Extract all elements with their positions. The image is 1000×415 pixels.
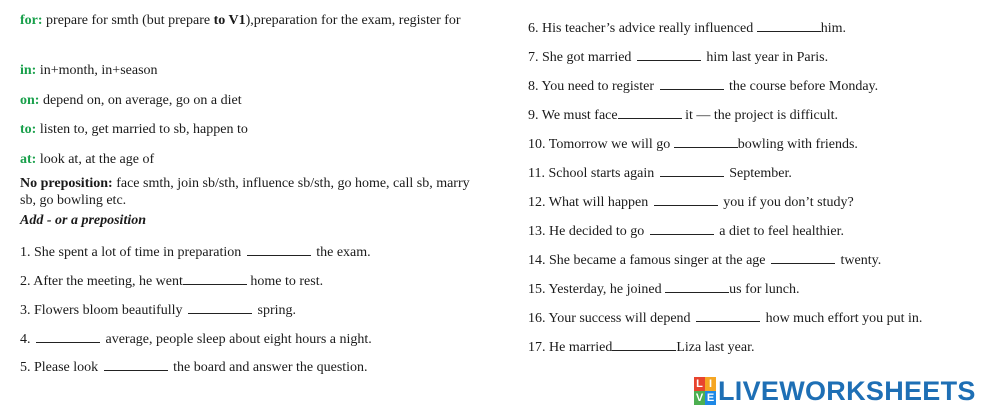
answer-blank[interactable]: [612, 338, 676, 351]
logo-badge-icon: [694, 377, 716, 405]
answer-blank[interactable]: [36, 330, 100, 343]
logo-text: LIVEWORKSHEETS: [718, 375, 976, 406]
answer-blank[interactable]: [104, 358, 168, 371]
question-4: [20, 330, 372, 348]
question-text-after: the board and answer the question.: [173, 360, 368, 375]
rule-on: [20, 92, 242, 109]
question-text-after: spring.: [257, 303, 297, 318]
rule-text: in+month, in+season: [36, 63, 158, 78]
question-text: After the meeting, he went: [33, 274, 183, 289]
question-number: 7.: [528, 50, 539, 65]
question-text-after: average, people sleep about eight hours a night.: [105, 332, 372, 347]
question-text: Please look: [34, 360, 99, 375]
rule-to: [20, 121, 248, 138]
question-text-after: twenty.: [840, 253, 882, 268]
question-text-after: him last year in Paris.: [706, 50, 829, 65]
question-text: Tomorrow we will go: [548, 137, 671, 152]
question-14: [528, 251, 881, 269]
question-text-after: it — the project is difficult.: [685, 108, 839, 123]
question-text: His teacher’s advice really influenced: [542, 21, 754, 36]
question-text-after: how much effort you put in.: [765, 311, 923, 326]
question-1: [20, 243, 371, 261]
question-text: She became a famous singer at the age: [549, 253, 766, 268]
question-text-after: him.: [820, 21, 846, 36]
rule-keyword: No preposition:: [20, 176, 113, 191]
question-2: [20, 272, 323, 290]
answer-blank[interactable]: [771, 251, 835, 264]
rule-text: face smth, join sb/sth, influence sb/sth, go home, call sb, marry sb, go bowling etc.: [20, 176, 470, 208]
question-15: [528, 280, 800, 298]
question-text: Your success will depend: [548, 311, 691, 326]
question-text: He married: [549, 340, 613, 355]
question-number: 8.: [528, 79, 539, 94]
question-7: [528, 48, 828, 66]
rule-in: [20, 62, 158, 79]
logo-badge-letter: I: [705, 377, 716, 391]
question-number: 2.: [20, 274, 31, 289]
answer-blank[interactable]: [650, 222, 714, 235]
rule-text: prepare for smth (but prepare: [42, 13, 214, 28]
question-text: He decided to go: [549, 224, 645, 239]
question-number: 6.: [528, 21, 539, 36]
question-3: [20, 301, 296, 319]
answer-blank[interactable]: [637, 48, 701, 61]
question-text: She spent a lot of time in preparation: [34, 245, 242, 260]
question-text-after: home to rest.: [250, 274, 324, 289]
answer-blank[interactable]: [665, 280, 729, 293]
question-text: Flowers bloom beautifully: [34, 303, 183, 318]
question-text-after: Liza last year.: [676, 340, 755, 355]
rule-keyword: at:: [20, 152, 37, 167]
rule-keyword: on:: [20, 93, 40, 108]
answer-blank[interactable]: [618, 106, 682, 119]
question-number: 15.: [528, 282, 546, 297]
question-11: [528, 164, 792, 182]
question-text: You need to register: [541, 79, 654, 94]
question-number: 4.: [20, 332, 31, 347]
answer-blank[interactable]: [757, 19, 821, 32]
rule-at: [20, 151, 154, 168]
rule-text: listen to, get married to sb, happen to: [36, 122, 248, 137]
question-number: 13.: [528, 224, 546, 239]
question-text: We must face: [541, 108, 618, 123]
question-text: What will happen: [548, 195, 649, 210]
instruction: Add - or a preposition: [20, 213, 147, 228]
answer-blank[interactable]: [188, 301, 252, 314]
question-12: [528, 193, 854, 211]
question-number: 9.: [528, 108, 539, 123]
question-17: [528, 338, 755, 356]
logo-badge-letter: E: [706, 392, 715, 404]
question-number: 5.: [20, 360, 31, 375]
question-16: [528, 309, 922, 327]
question-text-after: the course before Monday.: [729, 79, 879, 94]
question-text: Yesterday, he joined: [548, 282, 662, 297]
answer-blank[interactable]: [660, 77, 724, 90]
logo-badge-letter: V: [695, 392, 704, 404]
rule-no-preposition: [20, 175, 470, 209]
question-text-after: September.: [729, 166, 792, 181]
rule-keyword: for:: [20, 13, 43, 28]
question-text-after: a diet to feel healthier.: [719, 224, 845, 239]
question-10: [528, 135, 858, 153]
question-text-after: us for lunch.: [729, 282, 800, 297]
rule-for: [20, 12, 470, 29]
question-number: 1.: [20, 245, 31, 260]
question-text-after: bowling with friends.: [737, 137, 858, 152]
rule-text: depend on, on average, go on a diet: [39, 93, 242, 108]
question-13: [528, 222, 844, 240]
question-number: 14.: [528, 253, 546, 268]
answer-blank[interactable]: [674, 135, 738, 148]
rule-text: look at, at the age of: [36, 152, 155, 167]
question-number: 3.: [20, 303, 31, 318]
question-number: 12.: [528, 195, 546, 210]
question-number: 11.: [528, 166, 545, 181]
question-text: School starts again: [548, 166, 655, 181]
rule-text-after: ),preparation for the exam, register for: [245, 13, 461, 28]
question-text-after: the exam.: [316, 245, 371, 260]
question-9: [528, 106, 838, 124]
question-number: 16.: [528, 311, 546, 326]
question-text: She got married: [542, 50, 632, 65]
answer-blank[interactable]: [660, 164, 724, 177]
question-6: [528, 19, 846, 37]
logo-badge-letter: L: [694, 377, 705, 391]
rule-bold: to V1: [213, 13, 246, 28]
rule-keyword: to:: [20, 122, 37, 137]
question-5: [20, 358, 368, 376]
answer-blank[interactable]: [183, 272, 247, 285]
answer-blank[interactable]: [696, 309, 760, 322]
rule-keyword: in:: [20, 63, 37, 78]
answer-blank[interactable]: [247, 243, 311, 256]
answer-blank[interactable]: [654, 193, 718, 206]
question-number: 17.: [528, 340, 546, 355]
liveworksheets-logo: [694, 376, 976, 406]
question-8: [528, 77, 878, 95]
question-text-after: you if you don’t study?: [723, 195, 854, 210]
question-number: 10.: [528, 137, 546, 152]
